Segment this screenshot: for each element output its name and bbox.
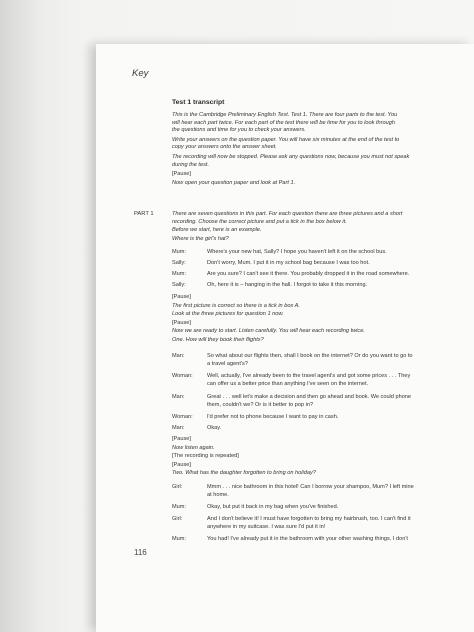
dialogue-line: Okay, but put it back in my bag when you've finished. (207, 504, 339, 510)
dialogue-line: Are you sure? I can't see it there. You probably dropped it in the road somewhere. (207, 271, 410, 277)
speaker-label: Girl: (172, 484, 183, 490)
speaker-label: Woman: (172, 373, 193, 379)
intro-block (172, 112, 462, 187)
pause-marker: [Pause] (172, 171, 191, 178)
key-heading: Key (132, 68, 149, 79)
speaker-label: Mum: (172, 504, 186, 510)
intro-line: the questions and time for you to check your answers. (172, 127, 306, 134)
dialogue-line: Mmm . . . nice bathroom in this hotel! Can I borrow your shampoo, Mum? I left mine (207, 484, 414, 490)
mid-line: Look at the three pictures for question 1 now. (172, 311, 284, 318)
speaker-label: Woman: (172, 414, 193, 420)
dialogue-line: Okay. (207, 425, 222, 431)
intro-line: This is the Cambridge Preliminary English Test. Test 1. There are four parts to the test. You (172, 112, 398, 118)
speaker-label: Man: (172, 394, 185, 400)
instruction-line: Before we start, here is an example. (172, 227, 262, 234)
repeat-marker: [The recording is repeated] (172, 453, 239, 460)
speaker-label: Sally: (172, 282, 186, 288)
instruction-line: There are seven questions in this part. For each question there are three pictures and a short (172, 211, 403, 217)
intro-line: copy your answers onto the answer sheet. (172, 144, 277, 151)
question-line: Where is the girl's hat? (172, 235, 229, 242)
dialogue-line: You had! I've already put it in the bathroom with your other washing things. I don't (207, 536, 408, 542)
intro-line: The recording will now be stopped. Please ask any questions now, because you must not speak (172, 153, 410, 160)
dialogue-line: I'd prefer not to phone because I want to pay in cash. (207, 414, 339, 420)
question-line: One. How will they book their flights? (172, 336, 264, 343)
question-line: Two. What has the daughter forgotten to bring on holiday? (172, 470, 316, 477)
dialogue-line: them, couldn't we? Or is it better to pop in? (207, 402, 314, 408)
intro-line: during the test. (172, 161, 210, 168)
speaker-label: Mum: (172, 271, 186, 277)
transcript-title: Test 1 transcript (172, 99, 225, 106)
dialogue-line: anywhere in my suitcase. I was sure I'd put it in! (207, 524, 326, 530)
dialogue-line: Don't worry, Mum. I put it in my school bag because I was too hot. (207, 260, 370, 266)
part1-instructions (172, 211, 462, 243)
dialogue-line: Great . . . well let's make a decision and then go ahead and book. We could phone (207, 394, 412, 400)
dialogue-line: And I don't believe it! I must have forgotten to bring my hairbrush, too. I can't find it (207, 516, 411, 522)
intro-line: will hear each part twice. For each part of the test there will be time for you to look through (172, 119, 395, 126)
pause-marker: [Pause] (172, 461, 191, 468)
page-number: 116 (134, 548, 147, 557)
mid-line: Now we are ready to start. Listen carefully. You will hear each recording twice. (172, 328, 365, 335)
speaker-label: Man: (172, 353, 185, 359)
pause-marker: [Pause] (172, 294, 191, 300)
mid2-block (172, 436, 462, 478)
speaker-label: Sally: (172, 260, 186, 266)
dialogue-line: Well, actually, I've already been to the travel agent's and got some prices . . . They (207, 373, 411, 379)
dialogue-line: a travel agent's? (207, 361, 248, 367)
dialogue-line: So what about our flights then, shall I book on the internet? Or do you want to go to (207, 353, 413, 359)
mid-line: The first picture is correct so there is a tick in box A. (172, 302, 300, 309)
part1-label: PART 1 (134, 211, 154, 217)
dialogue-line: Oh, here it is – hanging in the hall. I forgot to take it this morning. (207, 282, 368, 288)
pause-marker: [Pause] (172, 319, 191, 326)
dialogue-line: Where's your new hat, Sally? I hope you haven't left it on the school bus. (207, 249, 387, 255)
mid-block (172, 294, 462, 345)
dialogue-line: can offer us a better price than anything I've seen on the internet. (207, 381, 369, 387)
speaker-label: Girl: (172, 516, 183, 522)
intro-line: Now open your question paper and look at Part 1. (172, 179, 296, 186)
speaker-label: Mum: (172, 249, 186, 255)
speaker-label: Mum: (172, 536, 186, 542)
mid-line: Now listen again. (172, 444, 215, 451)
speaker-label: Man: (172, 425, 185, 431)
intro-line: Write your answers on the question paper. You will have six minutes at the end of the test to (172, 136, 400, 143)
dialogue-line: at home. (207, 492, 229, 498)
pause-marker: [Pause] (172, 436, 191, 442)
instruction-line: recording. Choose the correct picture and put a tick in the box below it. (172, 218, 347, 225)
